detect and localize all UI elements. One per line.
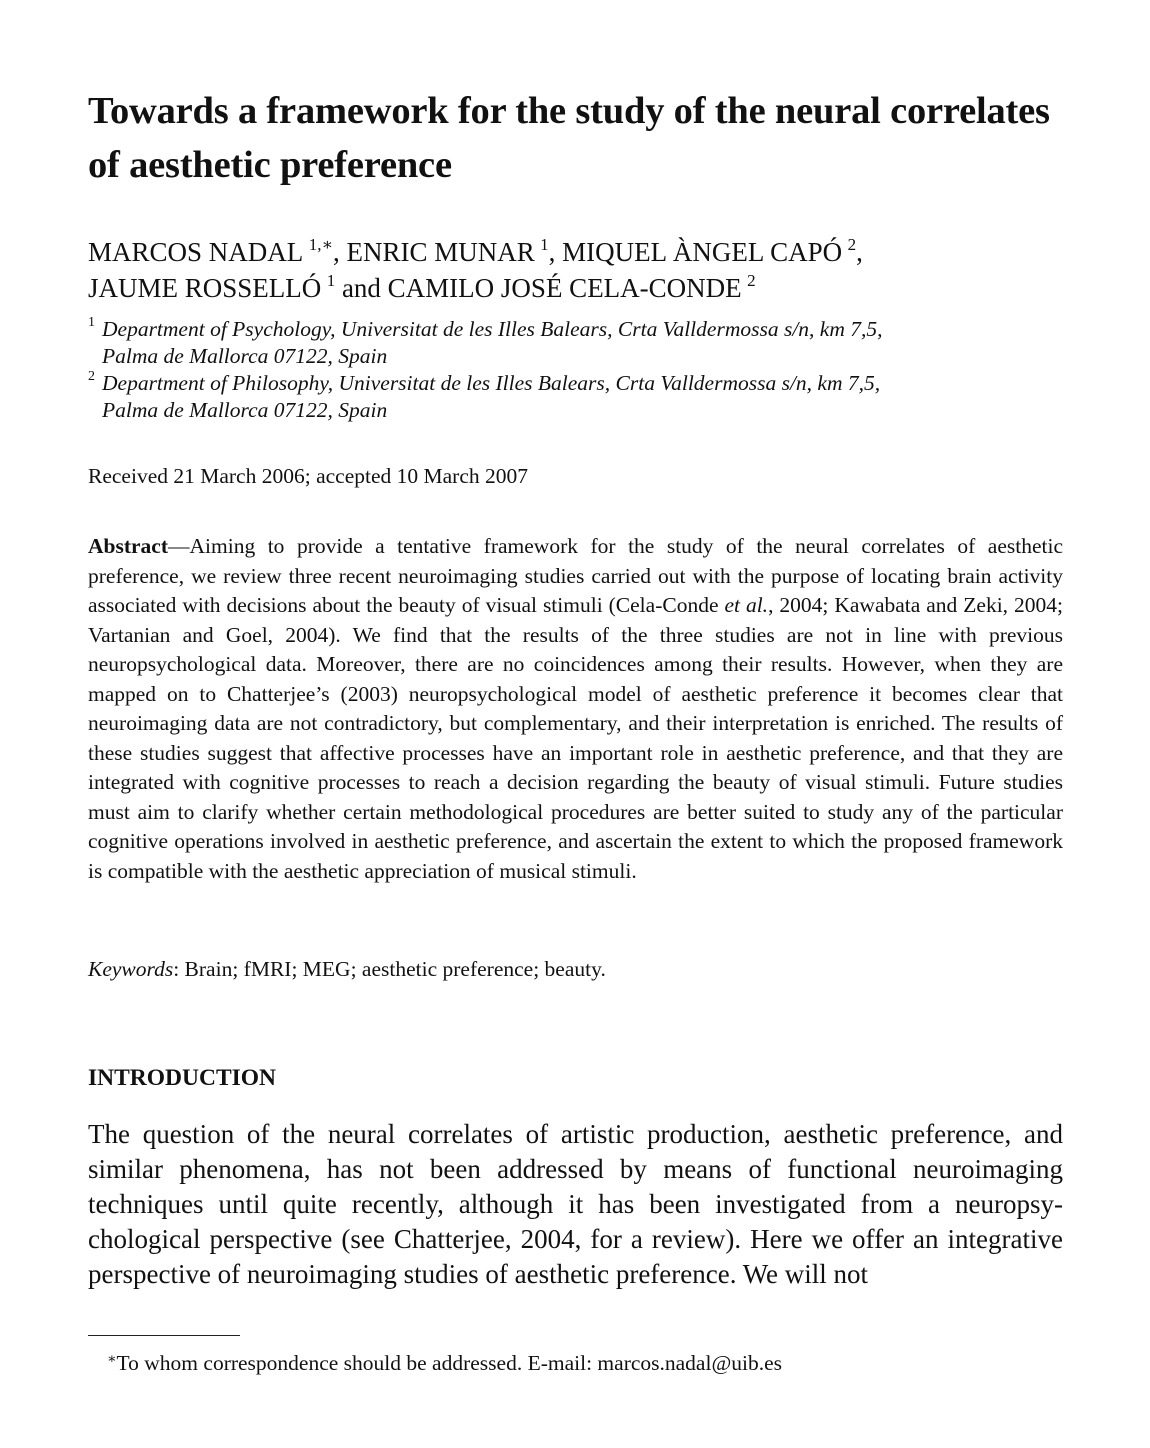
author-name: MIQUEL ÀNGEL CAPÓ: [562, 237, 843, 267]
section-heading-introduction: INTRODUCTION: [88, 1065, 277, 1091]
affiliation-item: [88, 316, 1078, 370]
abstract-label: Abstract: [88, 534, 169, 558]
author-separator: and: [335, 273, 388, 303]
author-affiliation-mark: 1: [540, 235, 549, 254]
author-name: JAUME ROSSELLÓ: [88, 273, 322, 303]
affiliation-list: [88, 316, 1078, 424]
author-separator: ,: [333, 237, 347, 267]
footnote-mark: ∗: [107, 1352, 117, 1367]
affiliation-text-line2: Palma de Mallorca 07122, Spain: [102, 344, 388, 368]
correspondence-footnote: [107, 1349, 782, 1377]
affiliation-number: 1: [88, 315, 95, 330]
author-name: ENRIC MUNAR: [346, 237, 535, 267]
author-name: MARCOS NADAL: [88, 237, 304, 267]
affiliation-text-line2: Palma de Mallorca 07122, Spain: [102, 398, 388, 422]
author-affiliation-mark: 1,∗: [308, 235, 333, 254]
abstract-text-continued: , 2004; Kawabata and Zeki, 2004; Vartanian and Goel, 2004). We find that the results of the three studies are not in line with previous neuropsychological data. Moreover, there are no coincidences among their results. However, when they are mapped on to Chatterjee’s (2003) neuropsychological model of aesthetic preference it becomes clear that neuroimaging data are not contradictory, but complementary, and their interpretation is enriched. The results of these studies suggest that affective processes have an important role in aesthetic preference, and that they are integrated with cognitive processes to reach a decision regarding the beauty of visual stimuli. Future studies must aim to clarify whether certain methodological procedures are better suited to study any of the particular cognitive operations involved in aesthetic preference, and ascertain the extent to which the proposed framework is compatible with the aesthetic appreciation of musical stimuli.: [88, 593, 1063, 883]
author-name: CAMILO JOSÉ CELA-CONDE: [387, 273, 742, 303]
received-dates: Received 21 March 2006; accepted 10 March 2007: [88, 464, 528, 488]
abstract: [88, 532, 1063, 886]
author-list: [88, 234, 1078, 306]
affiliation-text: Department of Psychology, Universitat de les Illes Balears, Crta Valldermossa s/n, km 7,5,: [102, 317, 883, 341]
abstract-text: —Aiming to provide a tentative framework for the study of the neural correlates of aesthetic preference, we review three recent neuroimaging studies carried out with the purpose of locating brain activity associated with decisions about the beauty of visual stimuli (Cela-Conde: [88, 534, 1063, 617]
affiliation-text: Department of Philosophy, Universitat de les Illes Balears, Crta Valldermossa s/n, km 7,5,: [102, 371, 881, 395]
keywords-text: : Brain; fMRI; MEG; aesthetic preference; beauty.: [173, 957, 606, 981]
keywords: [88, 955, 606, 984]
keywords-label: Keywords: [88, 957, 174, 981]
paper-title: Towards a framework for the study of the neural correlates of aesthetic preference: [88, 90, 1050, 186]
author-separator: ,: [856, 237, 863, 267]
author-separator: ,: [548, 237, 563, 267]
author-affiliation-mark: 1: [326, 271, 336, 290]
introduction-paragraph: The question of the neural correlates of artistic production, aesthetic preference, and similar phenomena, has not been addressed by means of functional neuroimaging techniques until quite recently, although it has been investigated from a neuropsychological perspective (see Chatterjee, 2004, for a review). Here we offer an integrative perspective of neuroimaging studies of aesthetic preference. We will not: [88, 1119, 1063, 1289]
author-affiliation-mark: 2: [747, 271, 756, 290]
affiliation-number: 2: [88, 369, 95, 384]
footnote-text: To whom correspondence should be addressed. E-mail: marcos.nadal@uib.es: [116, 1351, 783, 1375]
footnote-divider: [88, 1335, 240, 1336]
abstract-etal: et al.: [724, 593, 769, 617]
affiliation-item: [88, 370, 1078, 424]
author-affiliation-mark: 2: [847, 235, 857, 254]
